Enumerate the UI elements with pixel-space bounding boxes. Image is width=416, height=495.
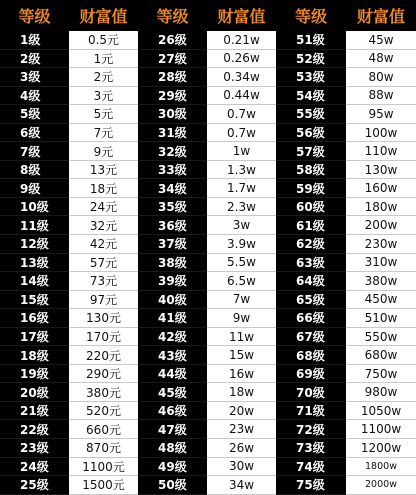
level-cell: 23级 xyxy=(0,439,69,458)
wealth-cell: 1元 xyxy=(69,50,138,69)
wealth-cell: 0.7w xyxy=(207,124,276,143)
level-cell: 75级 xyxy=(276,476,346,495)
level-cell: 34级 xyxy=(138,179,207,198)
wealth-cell: 1200w xyxy=(346,439,416,458)
wealth-cell: 110w xyxy=(346,142,416,161)
wealth-cell: 18元 xyxy=(69,179,138,198)
wealth-cell: 73元 xyxy=(69,272,138,291)
wealth-cell: 220元 xyxy=(69,346,138,365)
wealth-cell: 13元 xyxy=(69,161,138,180)
level-cell: 70级 xyxy=(276,383,346,402)
wealth-cell: 520元 xyxy=(69,402,138,421)
wealth-cell: 18w xyxy=(207,383,276,402)
level-cell: 6级 xyxy=(0,124,69,143)
wealth-cell: 0.5元 xyxy=(69,31,138,50)
wealth-cell: 100w xyxy=(346,124,416,143)
level-cell: 59级 xyxy=(276,179,346,198)
wealth-cell: 7元 xyxy=(69,124,138,143)
wealth-cell: 1.3w xyxy=(207,161,276,180)
level-cell: 29级 xyxy=(138,87,207,106)
level-cell: 11级 xyxy=(0,216,69,235)
level-cell: 61级 xyxy=(276,216,346,235)
wealth-cell: 1500元 xyxy=(69,476,138,495)
header-wealth-1: 财富值 xyxy=(69,0,138,31)
level-cell: 2级 xyxy=(0,50,69,69)
level-cell: 46级 xyxy=(138,402,207,421)
wealth-cell: 550w xyxy=(346,328,416,347)
wealth-cell: 380元 xyxy=(69,383,138,402)
level-cell: 52级 xyxy=(276,50,346,69)
wealth-cell: 680w xyxy=(346,346,416,365)
wealth-cell: 980w xyxy=(346,383,416,402)
wealth-cell: 26w xyxy=(207,439,276,458)
level-cell: 63级 xyxy=(276,254,346,273)
level-cell: 10级 xyxy=(0,198,69,217)
header-wealth-2: 财富值 xyxy=(207,0,276,31)
wealth-cell: 660元 xyxy=(69,420,138,439)
level-cell: 21级 xyxy=(0,402,69,421)
wealth-cell: 1800w xyxy=(346,458,416,477)
level-cell: 24级 xyxy=(0,458,69,477)
level-cell: 17级 xyxy=(0,328,69,347)
level-cell: 66级 xyxy=(276,309,346,328)
wealth-cell: 95w xyxy=(346,105,416,124)
wealth-cell: 11w xyxy=(207,328,276,347)
level-cell: 54级 xyxy=(276,87,346,106)
level-cell: 43级 xyxy=(138,346,207,365)
level-cell: 53级 xyxy=(276,68,346,87)
level-cell: 14级 xyxy=(0,272,69,291)
level-cell: 18级 xyxy=(0,346,69,365)
wealth-cell: 380w xyxy=(346,272,416,291)
header-level-1: 等级 xyxy=(0,0,69,31)
level-cell: 56级 xyxy=(276,124,346,143)
wealth-cell: 450w xyxy=(346,291,416,310)
wealth-cell: 1100w xyxy=(346,420,416,439)
wealth-cell: 88w xyxy=(346,87,416,106)
wealth-cell: 160w xyxy=(346,179,416,198)
wealth-cell: 750w xyxy=(346,365,416,384)
level-cell: 69级 xyxy=(276,365,346,384)
wealth-cell: 3元 xyxy=(69,87,138,106)
wealth-cell: 3w xyxy=(207,216,276,235)
level-cell: 65级 xyxy=(276,291,346,310)
wealth-cell: 1050w xyxy=(346,402,416,421)
level-cell: 47级 xyxy=(138,420,207,439)
wealth-cell: 5元 xyxy=(69,105,138,124)
wealth-cell: 310w xyxy=(346,254,416,273)
wealth-cell: 7w xyxy=(207,291,276,310)
wealth-cell: 5.5w xyxy=(207,254,276,273)
level-cell: 71级 xyxy=(276,402,346,421)
wealth-cell: 0.21w xyxy=(207,31,276,50)
wealth-cell: 80w xyxy=(346,68,416,87)
header-level-2: 等级 xyxy=(138,0,207,31)
level-cell: 44级 xyxy=(138,365,207,384)
wealth-cell: 30w xyxy=(207,458,276,477)
level-cell: 13级 xyxy=(0,254,69,273)
level-cell: 57级 xyxy=(276,142,346,161)
wealth-cell: 290元 xyxy=(69,365,138,384)
level-cell: 49级 xyxy=(138,458,207,477)
wealth-cell: 9w xyxy=(207,309,276,328)
level-cell: 16级 xyxy=(0,309,69,328)
wealth-cell: 0.26w xyxy=(207,50,276,69)
wealth-cell: 42元 xyxy=(69,235,138,254)
wealth-cell: 9元 xyxy=(69,142,138,161)
level-cell: 4级 xyxy=(0,87,69,106)
level-cell: 60级 xyxy=(276,198,346,217)
level-cell: 20级 xyxy=(0,383,69,402)
level-cell: 1级 xyxy=(0,31,69,50)
wealth-cell: 130w xyxy=(346,161,416,180)
level-cell: 26级 xyxy=(138,31,207,50)
level-cell: 35级 xyxy=(138,198,207,217)
wealth-cell: 130元 xyxy=(69,309,138,328)
level-cell: 38级 xyxy=(138,254,207,273)
wealth-cell: 0.7w xyxy=(207,105,276,124)
level-cell: 19级 xyxy=(0,365,69,384)
wealth-cell: 2000w xyxy=(346,476,416,495)
level-cell: 27级 xyxy=(138,50,207,69)
wealth-cell: 6.5w xyxy=(207,272,276,291)
wealth-cell: 510w xyxy=(346,309,416,328)
wealth-cell: 16w xyxy=(207,365,276,384)
level-cell: 25级 xyxy=(0,476,69,495)
level-cell: 74级 xyxy=(276,458,346,477)
header-level-3: 等级 xyxy=(276,0,346,31)
wealth-cell: 57元 xyxy=(69,254,138,273)
level-cell: 32级 xyxy=(138,142,207,161)
wealth-cell: 1100元 xyxy=(69,458,138,477)
wealth-cell: 230w xyxy=(346,235,416,254)
level-cell: 42级 xyxy=(138,328,207,347)
level-cell: 64级 xyxy=(276,272,346,291)
level-cell: 3级 xyxy=(0,68,69,87)
wealth-cell: 34w xyxy=(207,476,276,495)
wealth-cell: 1w xyxy=(207,142,276,161)
level-cell: 67级 xyxy=(276,328,346,347)
wealth-cell: 24元 xyxy=(69,198,138,217)
level-cell: 37级 xyxy=(138,235,207,254)
wealth-cell: 15w xyxy=(207,346,276,365)
wealth-cell: 170元 xyxy=(69,328,138,347)
level-cell: 45级 xyxy=(138,383,207,402)
wealth-cell: 32元 xyxy=(69,216,138,235)
level-cell: 51级 xyxy=(276,31,346,50)
level-cell: 31级 xyxy=(138,124,207,143)
level-cell: 5级 xyxy=(0,105,69,124)
level-cell: 7级 xyxy=(0,142,69,161)
level-cell: 68级 xyxy=(276,346,346,365)
level-cell: 12级 xyxy=(0,235,69,254)
wealth-cell: 0.44w xyxy=(207,87,276,106)
wealth-cell: 45w xyxy=(346,31,416,50)
level-cell: 41级 xyxy=(138,309,207,328)
level-cell: 30级 xyxy=(138,105,207,124)
level-cell: 39级 xyxy=(138,272,207,291)
level-cell: 33级 xyxy=(138,161,207,180)
wealth-cell: 0.34w xyxy=(207,68,276,87)
wealth-cell: 23w xyxy=(207,420,276,439)
wealth-cell: 1.7w xyxy=(207,179,276,198)
level-cell: 62级 xyxy=(276,235,346,254)
level-cell: 8级 xyxy=(0,161,69,180)
level-cell: 58级 xyxy=(276,161,346,180)
level-cell: 48级 xyxy=(138,439,207,458)
level-cell: 15级 xyxy=(0,291,69,310)
level-cell: 55级 xyxy=(276,105,346,124)
wealth-cell: 2.3w xyxy=(207,198,276,217)
level-cell: 28级 xyxy=(138,68,207,87)
level-cell: 50级 xyxy=(138,476,207,495)
level-cell: 9级 xyxy=(0,179,69,198)
header-wealth-3: 财富值 xyxy=(346,0,416,31)
wealth-cell: 20w xyxy=(207,402,276,421)
wealth-cell: 180w xyxy=(346,198,416,217)
level-cell: 40级 xyxy=(138,291,207,310)
wealth-cell: 3.9w xyxy=(207,235,276,254)
wealth-cell: 200w xyxy=(346,216,416,235)
level-cell: 22级 xyxy=(0,420,69,439)
level-cell: 36级 xyxy=(138,216,207,235)
wealth-cell: 870元 xyxy=(69,439,138,458)
wealth-cell: 48w xyxy=(346,50,416,69)
level-cell: 73级 xyxy=(276,439,346,458)
wealth-cell: 2元 xyxy=(69,68,138,87)
wealth-cell: 97元 xyxy=(69,291,138,310)
level-cell: 72级 xyxy=(276,420,346,439)
